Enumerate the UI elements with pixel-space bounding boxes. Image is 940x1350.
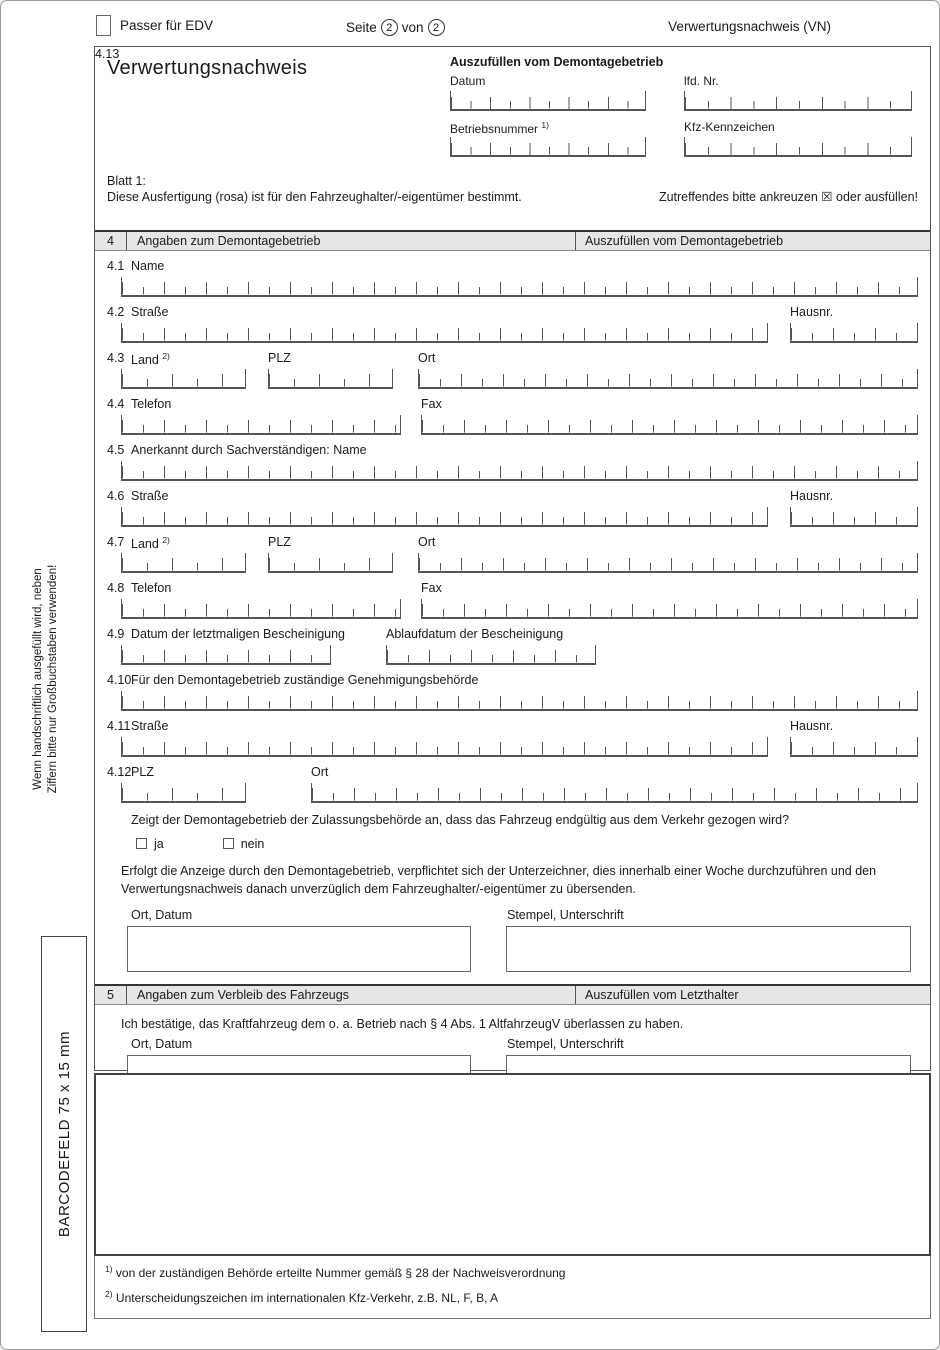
footnote-ref-2: 2) <box>162 534 170 545</box>
name-comb-input[interactable] <box>121 277 918 297</box>
row-number: 4.4 <box>107 396 125 411</box>
nein-checkbox[interactable] <box>223 838 234 849</box>
section4-signature-area <box>107 908 918 974</box>
letztmalige-bescheinigung-comb-input[interactable] <box>121 645 331 665</box>
stempel-unterschrift-label: Stempel, Unterschrift <box>507 907 624 922</box>
row-4-3 <box>107 351 918 389</box>
handwriting-note-line2: Ziffern bitte nur Großbuchstaben verwenden! <box>47 564 59 794</box>
sachverstaendiger-label: Anerkannt durch Sachverständigen: Name <box>131 442 367 457</box>
land-label: Land $^{2)}$ <box>131 350 170 367</box>
telefon-label: Telefon <box>131 396 172 411</box>
option-ja <box>136 837 164 851</box>
genehmigungsbehoerde-label: Für den Demontagebetrieb zuständige Genehmigungsbehörde <box>131 672 479 687</box>
form-title: Verwertungsnachweis <box>107 57 308 79</box>
blatt-row <box>107 173 918 206</box>
footnote-2-text: Unterscheidungszeichen im internationalen Kfz-Verkehr, z.B. NL, F, B, A <box>115 1291 499 1305</box>
footnote-ref-2: 2) <box>162 350 170 361</box>
strasse-comb-input[interactable] <box>121 737 768 757</box>
question-4-13-text: Zeigt der Demontagebetrieb der Zulassungsbehörde an, dass das Fahrzeug endgültig aus dem Verkehr gezogen wird? <box>131 812 790 827</box>
top-strip <box>94 13 931 45</box>
land-comb-input[interactable] <box>121 553 246 573</box>
fill-by-heading: Auszufüllen vom Demontagebetrieb <box>450 55 664 69</box>
fax-comb-input[interactable] <box>421 599 918 619</box>
ja-label: ja <box>154 836 164 851</box>
telefon-comb-input[interactable] <box>121 415 401 435</box>
seite-label: Seite <box>346 20 377 35</box>
sachverstaendiger-comb-input[interactable] <box>121 461 918 481</box>
row-4-2 <box>107 305 918 343</box>
barcode-print-area <box>94 1073 931 1256</box>
row-4-1 <box>107 259 918 297</box>
ankreuzen-note: Zutreffendes bitte ankreuzen ☒ oder ausfüllen! <box>658 190 918 205</box>
row-number: 4.8 <box>107 580 125 595</box>
row-number: 4.1 <box>107 258 125 273</box>
betriebsnummer-label: Betriebsnummer $^{1)}$ <box>450 120 549 136</box>
row-4-10 <box>107 673 918 711</box>
anzeige-notice: Erfolgt die Anzeige durch den Demontagebetrieb, verpflichtet sich der Unterzeichner, dies innerhalb einer Woche durchzuführen und den Verwertungsnachweis danach unverzüglich dem Fahrzeughalter/-eigentümer zu übersenden. <box>121 863 877 896</box>
ort-label: Ort <box>311 764 329 779</box>
datum-comb-input[interactable] <box>450 91 646 111</box>
stempel-unterschrift-box[interactable] <box>506 926 911 972</box>
strasse-label: Straße <box>131 718 169 733</box>
section4-header <box>95 230 930 251</box>
row-4-11 <box>107 719 918 757</box>
genehmigungsbehoerde-comb-input[interactable] <box>121 691 918 711</box>
land-label: Land $^{2)}$ <box>131 534 170 551</box>
name-label: Name <box>131 258 165 273</box>
row-number: 4.2 <box>107 304 125 319</box>
main-form-box <box>94 46 931 1071</box>
row-number: 4.5 <box>107 442 125 457</box>
plz-comb-input[interactable] <box>121 783 246 803</box>
footnote-1-marker: 1) <box>105 1264 113 1274</box>
handwriting-margin-note <box>31 483 61 875</box>
telefon-comb-input[interactable] <box>121 599 401 619</box>
footnotes-box <box>94 1256 931 1319</box>
section5-number: 5 <box>95 986 127 1004</box>
section5-title: Angaben zum Verbleib des Fahrzeugs <box>137 987 349 1002</box>
fax-label: Fax <box>421 580 442 595</box>
passer-label: Passer für EDV <box>120 18 214 33</box>
page-total-circle: 2 <box>428 19 445 36</box>
row-4-5 <box>107 443 918 481</box>
ablaufdatum-comb-input[interactable] <box>386 645 596 665</box>
von-label: von <box>401 20 424 35</box>
plz-comb-input[interactable] <box>268 369 393 389</box>
ort-comb-input[interactable] <box>311 783 918 803</box>
passer-checkbox[interactable] <box>96 15 111 36</box>
plz-label: PLZ <box>131 764 154 779</box>
row-4-7 <box>107 535 918 573</box>
page-current-circle: 2 <box>381 19 398 36</box>
option-nein <box>223 837 265 851</box>
ort-label: Ort <box>418 350 436 365</box>
lfd-nr-label: lfd. Nr. <box>684 74 719 88</box>
row-4-8 <box>107 581 918 619</box>
row-number: 4.13 <box>95 47 120 61</box>
blatt-text <box>107 173 522 206</box>
fax-comb-input[interactable] <box>421 415 918 435</box>
field-betriebsnummer <box>450 120 646 157</box>
strasse-comb-input[interactable] <box>121 323 768 343</box>
letztmalige-bescheinigung-label: Datum der letztmaligen Bescheinigung <box>131 626 346 641</box>
nein-label: nein <box>240 836 265 851</box>
strasse-comb-input[interactable] <box>121 507 768 527</box>
footnote-2 <box>105 1289 930 1305</box>
row-number: 4.9 <box>107 626 125 641</box>
blatt-label: Blatt 1: <box>107 174 146 188</box>
section4-title: Angaben zum Demontagebetrieb <box>137 233 321 248</box>
ort-comb-input[interactable] <box>418 553 918 573</box>
section4-number: 4 <box>95 232 127 250</box>
telefon-label: Telefon <box>131 580 172 595</box>
handwriting-note-line1: Wenn handschriftlich ausgefüllt wird, neben <box>32 568 44 790</box>
hausnr-label: Hausnr. <box>790 718 834 733</box>
ablaufdatum-label: Ablaufdatum der Bescheinigung <box>386 626 564 641</box>
title-row <box>107 55 918 157</box>
row-4-4 <box>107 397 918 435</box>
section5-right-title: Auszufüllen vom Letzthalter <box>575 986 930 1004</box>
barcode-field-label: BARCODEFELD 75 x 15 mm <box>55 1030 73 1238</box>
field-datum <box>450 74 646 111</box>
strasse-label: Straße <box>131 488 169 503</box>
row-number: 4.11 <box>107 718 131 733</box>
field-kfz-kennzeichen <box>684 120 912 157</box>
kfz-kennzeichen-label: Kfz-Kennzeichen <box>684 120 775 134</box>
page-indicator <box>346 19 445 36</box>
ja-checkbox[interactable] <box>136 838 147 849</box>
betriebsnummer-comb-input[interactable] <box>450 137 646 157</box>
demontage-fill-area <box>450 55 918 157</box>
kfz-kennzeichen-comb-input[interactable] <box>684 137 912 157</box>
row-number: 4.6 <box>107 488 125 503</box>
confirm-statement: Ich bestätige, das Kraftfahrzeug dem o. a. Betrieb nach § 4 Abs. 1 AltfahrzeugV überlassen zu haben. <box>121 1016 684 1031</box>
ort-datum-label: Ort, Datum <box>131 1036 193 1051</box>
doc-code: Verwertungsnachweis (VN) <box>668 19 831 34</box>
passer-fuer-edv <box>96 15 213 36</box>
blatt-copy-text: Diese Ausfertigung (rosa) ist für den Fahrzeughalter/-eigentümer bestimmt. <box>107 190 522 205</box>
ort-datum-label: Ort, Datum <box>131 907 193 922</box>
section4-right-title: Auszufüllen vom Demontagebetrieb <box>575 232 930 250</box>
row-number: 4.3 <box>107 350 125 365</box>
footnote-1-text: von der zuständigen Behörde erteilte Nummer gemäß § 28 der Nachweisverordnung <box>115 1266 566 1280</box>
hausnr-comb-input[interactable] <box>790 737 918 757</box>
row-number: 4.12 <box>107 764 132 779</box>
plz-comb-input[interactable] <box>268 553 393 573</box>
lfd-nr-comb-input[interactable] <box>684 91 912 111</box>
hausnr-label: Hausnr. <box>790 488 834 503</box>
footnote-ref-1: 1) <box>541 120 549 130</box>
field-lfd-nr <box>684 74 912 111</box>
hausnr-comb-input[interactable] <box>790 507 918 527</box>
footnote-1 <box>105 1264 930 1280</box>
plz-label: PLZ <box>268 534 291 549</box>
ort-datum-box[interactable] <box>127 926 471 972</box>
plz-label: PLZ <box>268 350 291 365</box>
stempel-unterschrift-label: Stempel, Unterschrift <box>507 1036 624 1051</box>
row-4-9 <box>107 627 918 665</box>
land-comb-input[interactable] <box>121 369 246 389</box>
row-4-6 <box>107 489 918 527</box>
row-number: 4.7 <box>107 534 125 549</box>
section5-header <box>95 984 930 1005</box>
fax-label: Fax <box>421 396 442 411</box>
ort-comb-input[interactable] <box>418 369 918 389</box>
row-4-12 <box>107 765 918 803</box>
hausnr-label: Hausnr. <box>790 304 834 319</box>
row-number: 4.10 <box>107 672 132 687</box>
strasse-label: Straße <box>131 304 169 319</box>
footnote-2-marker: 2) <box>105 1289 113 1299</box>
barcode-field <box>41 936 87 1332</box>
ort-label: Ort <box>418 534 436 549</box>
datum-label: Datum <box>450 74 486 88</box>
hausnr-comb-input[interactable] <box>790 323 918 343</box>
question-4-13-options <box>107 837 918 851</box>
